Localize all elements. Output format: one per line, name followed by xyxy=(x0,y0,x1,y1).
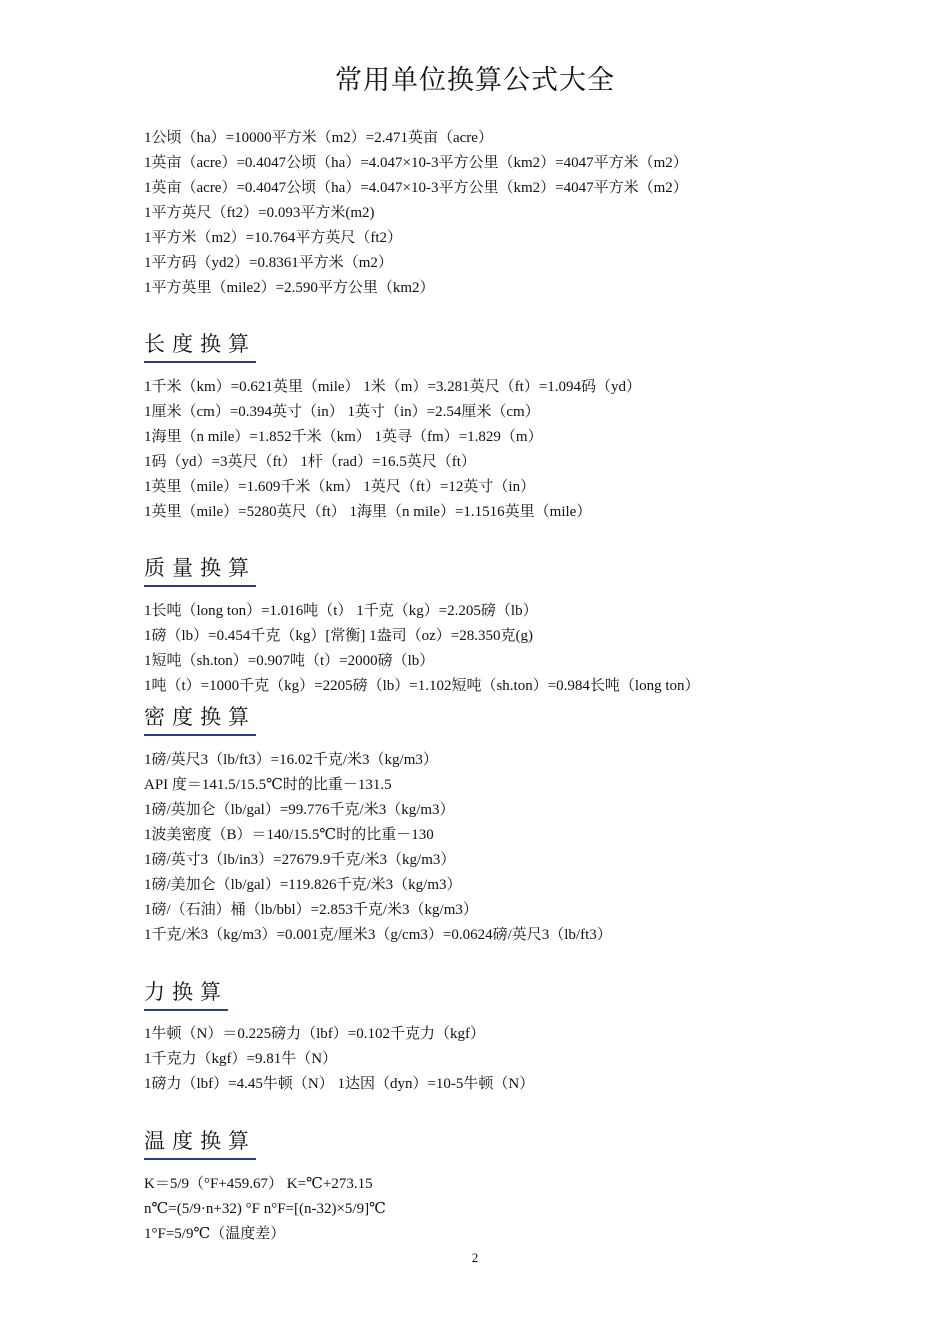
page-number: 2 xyxy=(471,1250,479,1265)
page-title: 常用单位换算公式大全 xyxy=(335,65,615,95)
force-heading: 力换算 xyxy=(144,979,228,1011)
area-line: 1平方米（m2）=10.764平方英尺（ft2） xyxy=(144,230,403,246)
density-line: 1磅/英尺3（lb/ft3）=16.02千克/米3（kg/m3） xyxy=(144,752,438,768)
mass-line: 1长吨（long ton）=1.016吨（t） 1千克（kg）=2.205磅（lb） xyxy=(144,603,538,619)
area-line: 1英亩（acre）=0.4047公顷（ha）=4.047×10-3平方公里（km2）=4047平方米（m2） xyxy=(144,155,688,171)
temperature-heading: 温度换算 xyxy=(144,1128,256,1160)
force-line: 1千克力（kgf）=9.81牛（N） xyxy=(144,1051,338,1067)
mass-line: 1吨（t）=1000千克（kg）=2205磅（lb）=1.102短吨（sh.ton）=0.984长吨（long ton） xyxy=(144,678,700,694)
density-line: 1磅/美加仑（lb/gal）=119.826千克/米3（kg/m3） xyxy=(144,877,462,893)
density-line: 1磅/英寸3（lb/in3）=27679.9千克/米3（kg/m3） xyxy=(144,852,456,868)
force-line: 1磅力（lbf）=4.45牛顿（N） 1达因（dyn）=10-5牛顿（N） xyxy=(144,1076,535,1092)
density-line: 1波美密度（B）＝140/15.5℃时的比重－130 xyxy=(144,827,434,843)
density-line: API 度＝141.5/15.5℃时的比重－131.5 xyxy=(144,777,392,793)
length-line: 1英里（mile）=1.609千米（km） 1英尺（ft）=12英寸（in） xyxy=(144,479,536,495)
density-line: 1磅/英加仑（lb/gal）=99.776千克/米3（kg/m3） xyxy=(144,802,455,818)
force-line: 1牛顿（N）＝0.225磅力（lbf）=0.102千克力（kgf） xyxy=(144,1026,485,1042)
length-line: 1英里（mile）=5280英尺（ft） 1海里（n mile）=1.1516英里（mile） xyxy=(144,504,592,520)
density-heading: 密度换算 xyxy=(144,704,256,736)
length-heading: 长度换算 xyxy=(144,331,256,363)
area-line: 1公顷（ha）=10000平方米（m2）=2.471英亩（acre） xyxy=(144,130,493,146)
mass-heading: 质量换算 xyxy=(144,555,256,587)
area-line: 1平方英里（mile2）=2.590平方公里（km2） xyxy=(144,280,435,296)
length-line: 1码（yd）=3英尺（ft） 1杆（rad）=16.5英尺（ft） xyxy=(144,454,476,470)
temperature-line: n℃=(5/9·n+32) °F n°F=[(n-32)×5/9]℃ xyxy=(144,1201,386,1217)
mass-line: 1短吨（sh.ton）=0.907吨（t）=2000磅（lb） xyxy=(144,653,435,669)
density-line: 1千克/米3（kg/m3）=0.001克/厘米3（g/cm3）=0.0624磅/英尺3（lb/ft3） xyxy=(144,927,612,943)
length-line: 1千米（km）=0.621英里（mile） 1米（m）=3.281英尺（ft）=1.094码（yd） xyxy=(144,379,642,395)
length-line: 1厘米（cm）=0.394英寸（in） 1英寸（in）=2.54厘米（cm） xyxy=(144,404,540,420)
density-line: 1磅/（石油）桶（lb/bbl）=2.853千克/米3（kg/m3） xyxy=(144,902,478,918)
area-line: 1平方码（yd2）=0.8361平方米（m2） xyxy=(144,255,393,271)
length-line: 1海里（n mile）=1.852千米（km） 1英寻（fm）=1.829（m） xyxy=(144,429,543,445)
temperature-line: K＝5/9（°F+459.67） K=℃+273.15 xyxy=(144,1176,373,1192)
area-line: 1英亩（acre）=0.4047公顷（ha）=4.047×10-3平方公里（km2）=4047平方米（m2） xyxy=(144,180,688,196)
temperature-line: 1°F=5/9℃（温度差） xyxy=(144,1226,286,1242)
mass-line: 1磅（lb）=0.454千克（kg）[常衡] 1盎司（oz）=28.350克(g) xyxy=(144,628,533,644)
area-line: 1平方英尺（ft2）=0.093平方米(m2) xyxy=(144,205,375,221)
